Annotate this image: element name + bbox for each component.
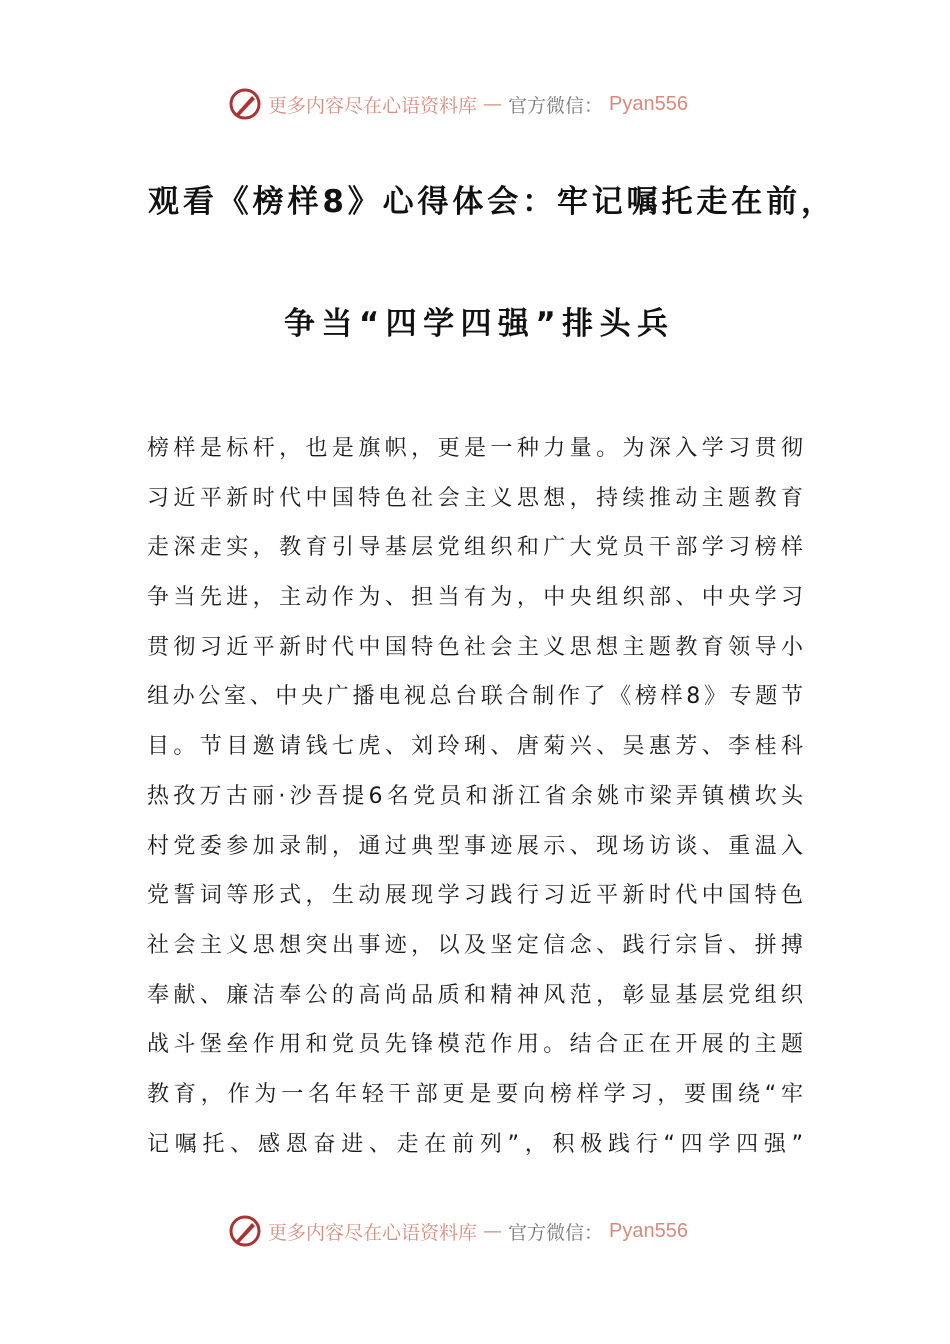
watermark-wechat-id: Pyan556 bbox=[609, 92, 688, 115]
watermark-wechat-label: 官方微信： bbox=[508, 94, 604, 117]
body-text bbox=[147, 432, 803, 1177]
body-line: 贯彻习近平新时代中国特色社会主义思想主题教育领导小 bbox=[147, 634, 803, 660]
header-watermark bbox=[228, 84, 728, 124]
body-line: 战斗堡垒作用和党员先锋模范作用。结合正在开展的主题 bbox=[147, 1032, 803, 1058]
body-line: 目。节目邀请钱七虎、刘玲琍、唐菊兴、吴惠芳、李桂科 bbox=[147, 734, 803, 760]
body-line: 党誓词等形式，生动展现学习践行习近平新时代中国特色 bbox=[147, 883, 803, 909]
body-line: 社会主义思想突出事迹，以及坚定信念、践行宗旨、拼搏 bbox=[147, 932, 803, 958]
pen-logo-icon bbox=[228, 1214, 262, 1248]
watermark-dash: — bbox=[483, 1220, 503, 1242]
body-line: 争当先进，主动作为、担当有为，中央组织部、中央学习 bbox=[147, 585, 803, 611]
watermark-site-text: 更多内容尽在心语资料库 bbox=[268, 1221, 478, 1244]
footer-watermark bbox=[228, 1211, 728, 1251]
watermark-dash: — bbox=[483, 93, 503, 115]
body-line: 习近平新时代中国特色社会主义思想，持续推动主题教育 bbox=[147, 485, 803, 511]
title-line-1: 观看《榜样8》心得体会：牢记嘱托走在前， bbox=[148, 184, 832, 220]
body-line: 组办公室、中央广播电视总台联合制作了《榜样8》专题节 bbox=[147, 684, 803, 710]
watermark-site-text: 更多内容尽在心语资料库 bbox=[268, 94, 478, 117]
body-line: 榜样是标杆，也是旗帜，更是一种力量。为深入学习贯彻 bbox=[147, 436, 803, 461]
body-line: 教育，作为一名年轻干部更是要向榜样学习，要围绕“牢 bbox=[147, 1081, 803, 1107]
body-line: 记嘱托、感恩奋进、走在前列”，积极践行“四学四强” bbox=[147, 1131, 803, 1157]
watermark-wechat-label: 官方微信： bbox=[508, 1221, 604, 1244]
title-line-2: 争当“四学四强”排头兵 bbox=[284, 306, 668, 342]
pen-logo-icon bbox=[228, 87, 262, 121]
body-line: 热孜万古丽·沙吾提6名党员和浙江省余姚市梁弄镇横坎头 bbox=[147, 783, 803, 809]
body-line: 奉献、廉洁奉公的高尚品质和精神风范，彰显基层党组织 bbox=[147, 982, 803, 1008]
watermark-wechat-id: Pyan556 bbox=[609, 1219, 688, 1242]
body-line: 村党委参加录制，通过典型事迹展示、现场访谈、重温入 bbox=[147, 833, 803, 859]
body-line: 走深走实，教育引导基层党组织和广大党员干部学习榜样 bbox=[147, 535, 803, 561]
